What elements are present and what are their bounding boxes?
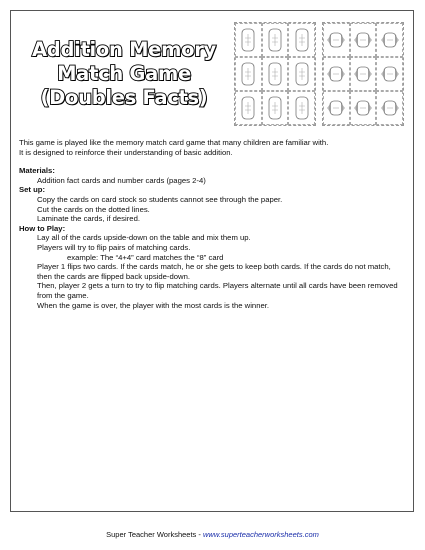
- setup-step-2: Cut the cards on the dotted lines.: [37, 204, 150, 214]
- horizontal-oval-card-icon: [379, 60, 401, 88]
- card-thumbnail: [235, 57, 262, 91]
- card-thumbnail: [350, 57, 377, 91]
- intro-paragraph: [19, 138, 411, 157]
- addition-fact-cards-thumbnail: [234, 22, 316, 126]
- card-thumbnail: [376, 91, 403, 125]
- number-cards-thumbnail: [322, 22, 404, 126]
- card-thumbnail: [350, 91, 377, 125]
- vertical-oval-card-icon: [264, 94, 286, 122]
- card-thumbnail: [288, 91, 315, 125]
- card-thumbnail: [376, 57, 403, 91]
- page-title: [16, 38, 232, 110]
- card-thumbnail: [350, 23, 377, 57]
- play-step-4: Then, player 2 gets a turn to try to flip matching cards. Players alternate until all cards have been removed from the game.: [37, 281, 398, 300]
- horizontal-oval-card-icon: [325, 26, 347, 54]
- vertical-oval-card-icon: [291, 26, 313, 54]
- setup-step-3: Laminate the cards, if desired.: [37, 214, 140, 224]
- horizontal-oval-card-icon: [325, 94, 347, 122]
- vertical-oval-card-icon: [237, 60, 259, 88]
- vertical-oval-card-icon: [291, 94, 313, 122]
- page-footer: [0, 530, 425, 539]
- play-step-1: Lay all of the cards upside-down on the table and mix them up.: [37, 233, 251, 243]
- horizontal-oval-card-icon: [352, 94, 374, 122]
- card-thumbnail: [262, 91, 289, 125]
- title-line-2: Match Game: [57, 62, 191, 85]
- play-step-3: Player 1 flips two cards. If the cards match, he or she gets to keep both cards. If the cards do not match, then the cards are flipped back upside-down.: [37, 262, 391, 281]
- horizontal-oval-card-icon: [379, 94, 401, 122]
- vertical-oval-card-icon: [264, 60, 286, 88]
- intro-line-1: This game is played like the memory match card game that many children are familiar with.: [19, 138, 329, 147]
- card-thumbnail: [262, 23, 289, 57]
- how-to-play-heading: How to Play:: [19, 223, 66, 233]
- card-thumbnail: [262, 57, 289, 91]
- title-line-1: Addition Memory: [32, 38, 216, 61]
- materials-text: Addition fact cards and number cards (pages 2-4): [37, 175, 206, 185]
- vertical-oval-card-icon: [264, 26, 286, 54]
- setup-heading: Set up:: [19, 185, 46, 195]
- materials-heading: Materials:: [19, 166, 55, 176]
- card-thumbnail: [323, 91, 350, 125]
- intro-line-2: It is designed to reinforce their understanding of basic addition.: [19, 147, 233, 157]
- play-step-5: When the game is over, the player with the most cards is the winner.: [37, 300, 270, 310]
- setup-step-1: Copy the cards on card stock so students cannot see through the paper.: [37, 194, 283, 204]
- vertical-oval-card-icon: [237, 94, 259, 122]
- card-thumbnail: [323, 23, 350, 57]
- title-line-3: (Doubles Facts): [40, 86, 208, 109]
- card-thumbnail: [235, 91, 262, 125]
- vertical-oval-card-icon: [291, 60, 313, 88]
- footer-prefix: Super Teacher Worksheets -: [106, 530, 203, 539]
- card-thumbnail: [323, 57, 350, 91]
- card-thumbnail: [376, 23, 403, 57]
- play-example: example: The “4+4” card matches the “8” card: [67, 252, 224, 262]
- horizontal-oval-card-icon: [379, 26, 401, 54]
- card-thumbnail: [288, 57, 315, 91]
- instructions: [19, 138, 411, 310]
- footer-website-link[interactable]: www.superteacherworksheets.com: [202, 530, 319, 539]
- card-thumbnail: [288, 23, 315, 57]
- vertical-oval-card-icon: [237, 26, 259, 54]
- card-thumbnail: [235, 23, 262, 57]
- horizontal-oval-card-icon: [325, 60, 347, 88]
- horizontal-oval-card-icon: [352, 26, 374, 54]
- play-step-2: Players will try to flip pairs of matching cards.: [37, 242, 191, 252]
- horizontal-oval-card-icon: [352, 60, 374, 88]
